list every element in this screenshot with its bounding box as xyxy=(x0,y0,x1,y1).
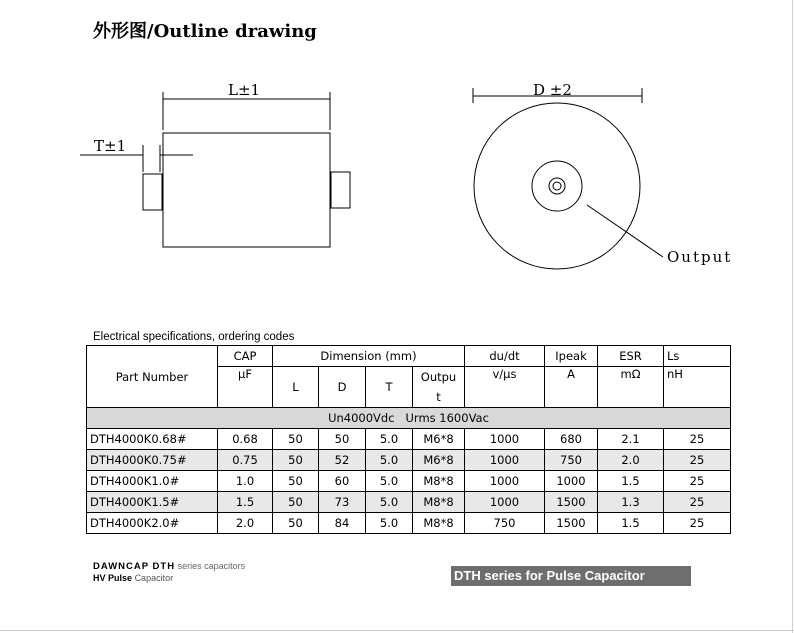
terminal-boss-circle xyxy=(532,161,582,211)
cell-dudt: 1000 xyxy=(465,450,545,471)
side-view xyxy=(80,92,350,247)
cell-D: 73 xyxy=(319,492,366,513)
cell-part: DTH4000K1.5# xyxy=(87,492,218,513)
cell-L: 50 xyxy=(273,429,319,450)
footer-subtitle xyxy=(93,573,173,583)
header-output-line1: Outpu xyxy=(420,370,457,384)
header-part-number: Part Number xyxy=(87,346,218,408)
table-row xyxy=(87,429,731,450)
header-dimension: Dimension (mm) xyxy=(273,346,465,367)
cell-T: 5.0 xyxy=(366,513,413,534)
cell-ipeak: 680 xyxy=(545,429,598,450)
cell-ls: 25 xyxy=(664,429,731,450)
page-bottom-border xyxy=(0,630,794,631)
cell-ipeak: 1500 xyxy=(545,513,598,534)
cell-ipeak: 1000 xyxy=(545,471,598,492)
cell-ls: 25 xyxy=(664,513,731,534)
header-L: L xyxy=(273,367,319,408)
cell-T: 5.0 xyxy=(366,471,413,492)
cell-ls: 25 xyxy=(664,492,731,513)
cell-T: 5.0 xyxy=(366,492,413,513)
cell-esr: 2.0 xyxy=(598,450,664,471)
table-row xyxy=(87,450,731,471)
header-D: D xyxy=(319,367,366,408)
header-ipeak: Ipeak xyxy=(545,346,598,367)
cell-dudt: 1000 xyxy=(465,492,545,513)
page-title: 外形图/Outline drawing xyxy=(93,21,317,42)
cell-esr: 1.5 xyxy=(598,513,664,534)
cell-output: M8*8 xyxy=(413,513,465,534)
cell-part: DTH4000K0.68# xyxy=(87,429,218,450)
header-esr-unit: mΩ xyxy=(598,367,664,408)
terminal-hole-circle xyxy=(553,182,561,190)
cell-ls: 25 xyxy=(664,450,731,471)
cell-T: 5.0 xyxy=(366,450,413,471)
length-label: L±1 xyxy=(228,81,261,99)
table-caption: Electrical specifications, ordering codes xyxy=(93,331,295,343)
header-cap: CAP xyxy=(218,346,273,367)
capacitor-end-circle xyxy=(474,103,640,269)
header-ls-unit: nH xyxy=(664,367,731,408)
header-row-1 xyxy=(87,346,731,367)
footer-brand xyxy=(93,561,245,572)
cell-L: 50 xyxy=(273,450,319,471)
cell-D: 60 xyxy=(319,471,366,492)
series-banner: DTH series for Pulse Capacitor xyxy=(451,566,691,586)
table-row xyxy=(87,492,731,513)
diameter-label: D ±2 xyxy=(533,81,572,99)
cell-ipeak: 1500 xyxy=(545,492,598,513)
right-terminal-tab xyxy=(331,172,350,208)
output-leader-line xyxy=(587,205,663,257)
cell-cap: 1.5 xyxy=(218,492,273,513)
capacitor-body xyxy=(163,133,330,247)
brand-series-text: series capacitors xyxy=(177,561,246,571)
cell-output: M8*8 xyxy=(413,471,465,492)
cell-ipeak: 750 xyxy=(545,450,598,471)
voltage-row xyxy=(87,408,731,429)
cell-esr: 2.1 xyxy=(598,429,664,450)
header-output xyxy=(413,367,465,408)
footer-pulse: Pulse xyxy=(108,573,133,583)
cell-output: M8*8 xyxy=(413,492,465,513)
header-ls: Ls xyxy=(664,346,731,367)
header-ipeak-unit: A xyxy=(545,367,598,408)
header-dudt: du/dt xyxy=(465,346,545,367)
cell-L: 50 xyxy=(273,471,319,492)
footer-hv: HV xyxy=(93,573,106,583)
cell-output: M6*8 xyxy=(413,450,465,471)
footer-capacitor: Capacitor xyxy=(134,573,174,583)
spec-table xyxy=(86,345,731,534)
cell-output: M6*8 xyxy=(413,429,465,450)
cell-D: 52 xyxy=(319,450,366,471)
cell-part: DTH4000K2.0# xyxy=(87,513,218,534)
cell-L: 50 xyxy=(273,513,319,534)
cell-D: 84 xyxy=(319,513,366,534)
cell-D: 50 xyxy=(319,429,366,450)
cell-dudt: 750 xyxy=(465,513,545,534)
cell-cap: 1.0 xyxy=(218,471,273,492)
table-row xyxy=(87,513,731,534)
cell-dudt: 1000 xyxy=(465,471,545,492)
output-label: Output xyxy=(667,248,733,266)
tab-label: T±1 xyxy=(94,137,127,155)
end-view xyxy=(473,88,663,269)
header-T: T xyxy=(366,367,413,408)
header-output-line2: t xyxy=(436,390,441,404)
brand-name: DAWNCAP DTH xyxy=(93,561,176,572)
left-terminal-tab xyxy=(143,174,162,210)
cell-dudt: 1000 xyxy=(465,429,545,450)
cell-esr: 1.3 xyxy=(598,492,664,513)
header-cap-unit: μF xyxy=(218,367,273,408)
cell-L: 50 xyxy=(273,492,319,513)
cell-cap: 0.68 xyxy=(218,429,273,450)
cell-part: DTH4000K1.0# xyxy=(87,471,218,492)
voltage-rating: Un4000Vdc Urms 1600Vac xyxy=(87,408,731,429)
table-row xyxy=(87,471,731,492)
cell-part: DTH4000K0.75# xyxy=(87,450,218,471)
cell-cap: 0.75 xyxy=(218,450,273,471)
cell-cap: 2.0 xyxy=(218,513,273,534)
header-dudt-unit: v/μs xyxy=(465,367,545,408)
header-esr: ESR xyxy=(598,346,664,367)
cell-ls: 25 xyxy=(664,471,731,492)
terminal-thread-circle xyxy=(549,178,565,194)
cell-esr: 1.5 xyxy=(598,471,664,492)
cell-T: 5.0 xyxy=(366,429,413,450)
